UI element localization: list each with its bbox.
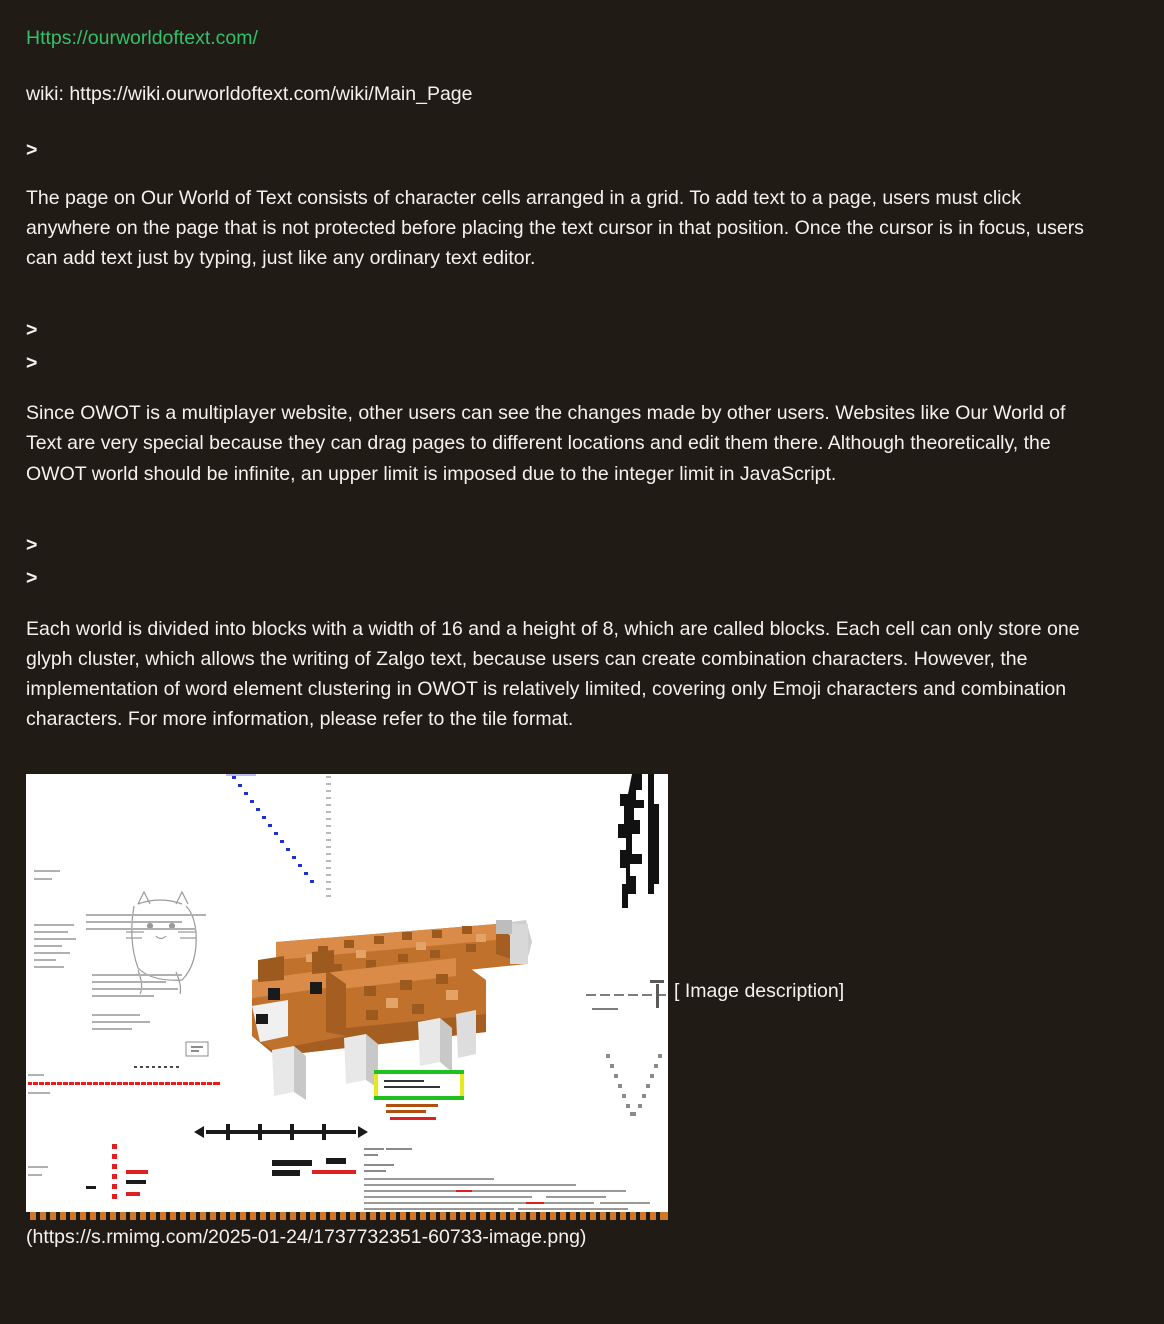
quote-marker-2a: > xyxy=(26,318,38,341)
paragraph-3: Each world is divided into blocks with a width of 16 and a height of 8, which are called blocks. Each cell can only store one glyph cluster, which allows the writing of Zalgo text, because users can create combination characters. However, the implementation of word element clustering in OWOT is relatively limited, covering only Emoji characters and combination characters. For more information, please refer to the tile format. xyxy=(26,617,1080,731)
quote-marker-3b: > xyxy=(26,567,38,590)
quote-marker-2b: > xyxy=(26,351,38,374)
quote-group-2 xyxy=(26,318,1136,377)
paragraph-1: The page on Our World of Text consists of character cells arranged in a grid. To add text to a page, users must click anywhere on the page that is not protected before placing the text cursor in that position. Once the cursor is in focus, users can add text just by typing, just like any ordinary text editor. xyxy=(26,186,1084,270)
wiki-link-line[interactable]: wiki: https://wiki.ourworldoftext.com/wiki/Main_Page xyxy=(26,83,473,106)
image-source-url[interactable]: (https://s.rmimg.com/2025-01-24/1737732351-60733-image.png) xyxy=(26,1226,587,1249)
site-link[interactable]: Https://ourworldoftext.com/ xyxy=(26,27,258,49)
figure-row xyxy=(26,774,1136,1220)
quote-marker-1: > xyxy=(26,138,38,161)
owot-canvas-art xyxy=(26,774,668,1220)
paragraph-2: Since OWOT is a multiplayer website, other users can see the changes made by other users. Websites like Our World of Text are very special because they can drag pages to different locations and edit them there. Although theoretically, the OWOT world should be infinite, an upper limit is imposed due to the integer limit in JavaScript. xyxy=(26,402,1066,485)
owot-screenshot-image xyxy=(26,774,668,1220)
image-description-label: [ Image description] xyxy=(674,980,845,1003)
quote-group-3 xyxy=(26,533,1136,592)
quote-marker-3a: > xyxy=(26,533,38,556)
